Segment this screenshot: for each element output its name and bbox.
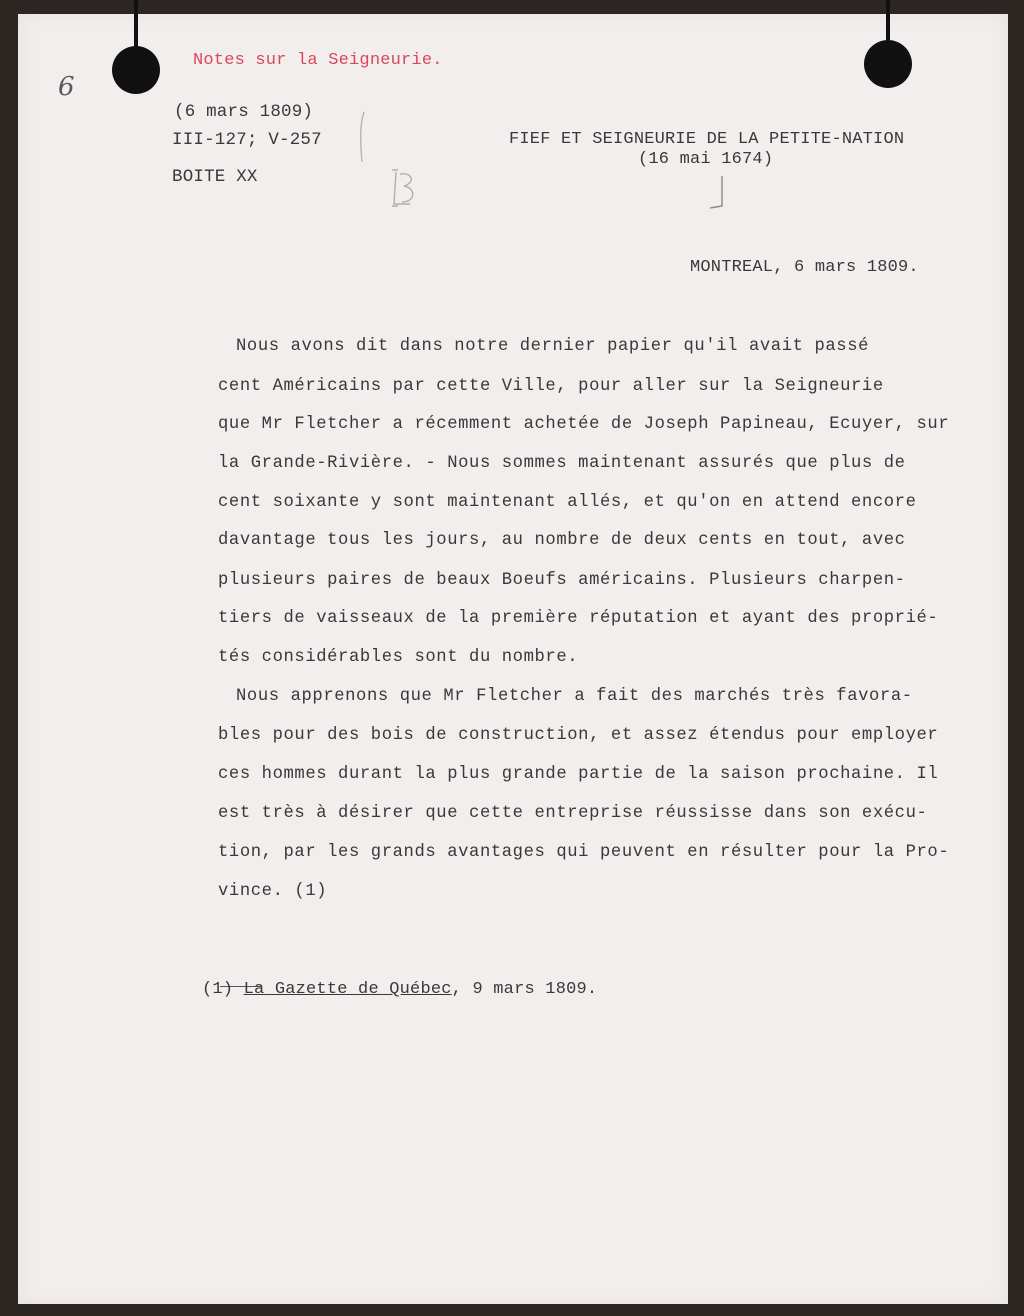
header-note: Notes sur la Seigneurie.	[193, 51, 443, 70]
pencil-mark-bracket-right	[704, 174, 732, 214]
body-line: ces hommes durant la plus grande partie de la saison prochaine. Il	[218, 765, 939, 784]
body-line: cent soixante y sont maintenant allés, et qu'on en attend encore	[218, 493, 917, 512]
body-line: tiers de vaisseaux de la première réputation et ayant des proprié-	[218, 609, 939, 628]
binder-hole-right	[864, 40, 912, 88]
footnote	[202, 980, 597, 999]
reference-date: (6 mars 1809)	[174, 102, 314, 122]
document-title: FIEF ET SEIGNEURIE DE LA PETITE-NATION	[509, 130, 905, 149]
binder-hole-left	[112, 46, 160, 94]
body-line: vince. (1)	[218, 882, 328, 901]
box-label: BOITE XX	[172, 167, 258, 187]
footnote-date: , 9 mars 1809.	[451, 980, 598, 999]
body-line: la Grande-Rivière. - Nous sommes maintenant assurés que plus de	[218, 454, 906, 473]
footnote-marker: (1)	[202, 980, 234, 999]
reference-codes: III-127; V-257	[172, 130, 322, 150]
binder-hole-stem-right	[886, 0, 890, 40]
pencil-mark-b	[388, 166, 422, 212]
handwritten-page-number: 6	[58, 72, 75, 102]
document-title-date: (16 mai 1674)	[638, 150, 774, 169]
place-date: MONTREAL, 6 mars 1809.	[690, 258, 919, 277]
body-line: davantage tous les jours, au nombre de deux cents en tout, avec	[218, 531, 906, 550]
body-line: Nous avons dit dans notre dernier papier qu'il avait passé	[236, 337, 870, 356]
pencil-mark-bracket	[356, 110, 370, 166]
body-line: bles pour des bois de construction, et assez étendus pour employer	[218, 726, 939, 745]
body-line: plusieurs paires de beaux Boeufs américains. Plusieurs charpen-	[218, 571, 906, 590]
body-line: Nous apprenons que Mr Fletcher a fait des marchés très favora-	[236, 687, 913, 706]
binder-hole-stem-left	[134, 0, 138, 52]
document-page	[18, 14, 1008, 1304]
body-line: que Mr Fletcher a récemment achetée de Joseph Papineau, Ecuyer, sur	[218, 415, 950, 434]
footnote-source: La Gazette de Québec	[243, 980, 452, 999]
body-line: tés considérables sont du nombre.	[218, 648, 579, 667]
body-line: cent Américains par cette Ville, pour aller sur la Seigneurie	[218, 377, 884, 396]
body-line: est très à désirer que cette entreprise réussisse dans son exécu-	[218, 804, 928, 823]
body-line: tion, par les grands avantages qui peuvent en résulter pour la Pro-	[218, 843, 950, 862]
